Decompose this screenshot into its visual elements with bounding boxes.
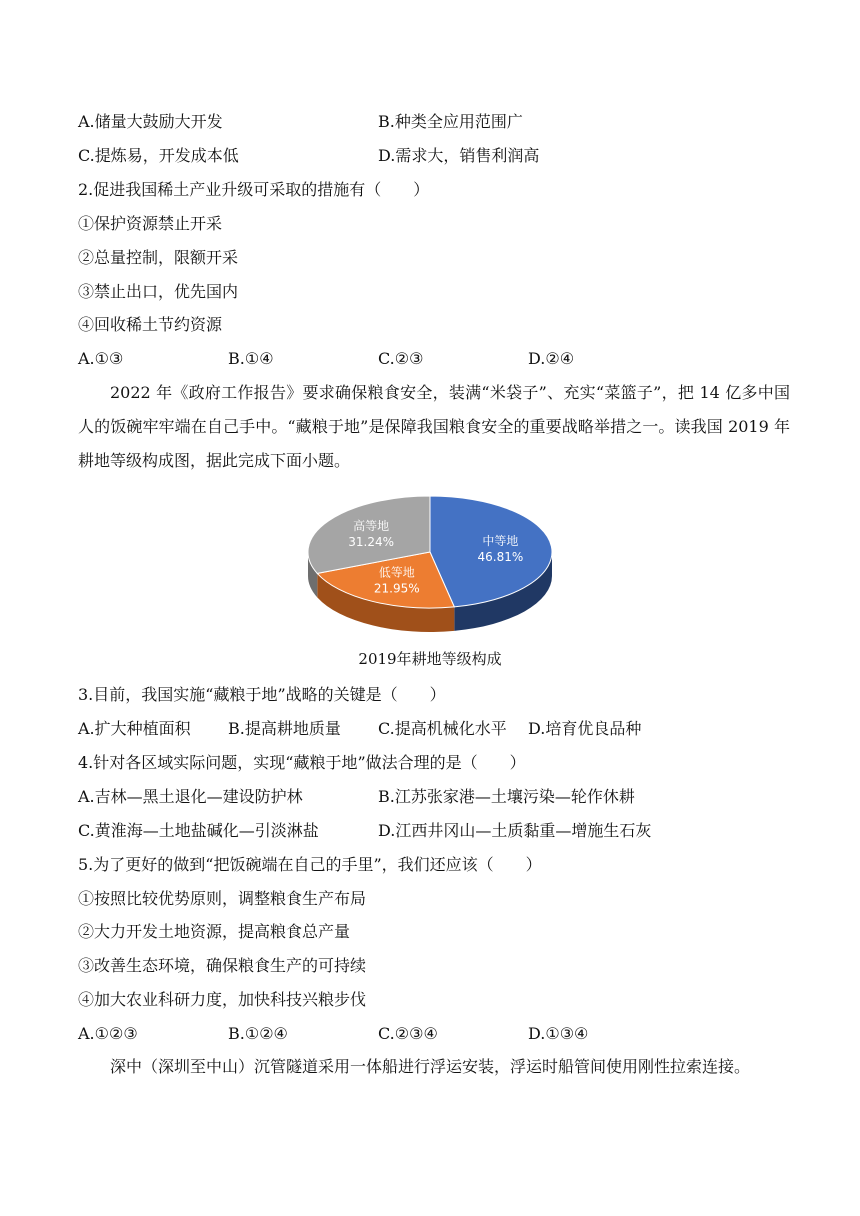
farmland-grade-pie-chart: [300, 492, 560, 642]
chart-caption: 2019年耕地等级构成: [358, 650, 502, 668]
q2-item-1: ①保护资源禁止开采: [78, 214, 223, 233]
pie-label-0: 中等地: [482, 533, 519, 548]
q5-item-2: ②大力开发土地资源，提高粮食总产量: [78, 922, 351, 941]
q1-option-c: C.提炼易，开发成本低: [78, 146, 239, 165]
pie-label-2: 高等地: [353, 518, 390, 533]
q2-item-4: ④回收稀土节约资源: [78, 315, 223, 334]
q4-option-d: D.江西井冈山—土质黏重—增施生石灰: [378, 821, 652, 840]
q4-option-c: C.黄淮海—土地盐碱化—引淡淋盐: [78, 821, 319, 840]
pie-value-label-2: 31.24%: [348, 534, 395, 549]
q5-option-c: C.②③④: [378, 1024, 438, 1043]
q2-stem: 2.促进我国稀土产业升级可采取的措施有（ ）: [78, 180, 430, 199]
passage-grain-security: 2022 年《政府工作报告》要求确保粮食安全，装满“米袋子”、充实“菜篮子”，把 14 亿多中国人的饭碗牢牢端在自己手中。“藏粮于地”是保障我国粮食安全的重要战略举措之一。读我国 2019 年耕地等级构成图，据此完成下面小题。: [78, 383, 790, 470]
pie-value-label-1: 21.95%: [373, 581, 420, 596]
q2-option-d: D.②④: [528, 349, 575, 368]
q5-item-3: ③改善生态环境，确保粮食生产的可持续: [78, 956, 367, 975]
q2-item-2: ②总量控制，限额开采: [78, 248, 239, 267]
q5-item-1: ①按照比较优势原则，调整粮食生产布局: [78, 889, 367, 908]
pie-label-1: 低等地: [378, 565, 415, 580]
q3-stem: 3.目前，我国实施“藏粮于地”战略的关键是（ ）: [78, 685, 446, 704]
pie-value-label-0: 46.81%: [477, 549, 524, 564]
q2-option-c: C.②③: [378, 349, 424, 368]
q3-option-d: D.培育优良品种: [528, 719, 642, 738]
q2-item-3: ③禁止出口，优先国内: [78, 282, 239, 301]
q2-option-a: A.①③: [78, 349, 124, 368]
q2-option-b: B.①④: [228, 349, 274, 368]
q5-item-4: ④加大农业科研力度，加快科技兴粮步伐: [78, 990, 367, 1009]
q3-option-a: A.扩大种植面积: [78, 719, 191, 738]
q1-option-b: B.种类全应用范围广: [378, 112, 523, 131]
q1-option-a: A.储量大鼓励大开发: [78, 112, 223, 131]
passage-immersed-tunnel: 深中（深圳至中山）沉管隧道采用一体船进行浮运安装，浮运时船管间使用刚性拉索连接。: [110, 1057, 751, 1076]
q5-stem: 5.为了更好的做到“把饭碗端在自己的手里”，我们还应该（ ）: [78, 855, 542, 874]
q5-option-a: A.①②③: [78, 1024, 138, 1043]
q4-stem: 4.针对各区域实际问题，实现“藏粮于地”做法合理的是（ ）: [78, 753, 526, 772]
q5-option-b: B.①②④: [228, 1024, 288, 1043]
q3-option-b: B.提高耕地质量: [228, 719, 341, 738]
q4-option-b: B.江苏张家港—土壤污染—轮作休耕: [378, 787, 635, 806]
q1-option-d: D.需求大，销售利润高: [378, 146, 540, 165]
q3-option-c: C.提高机械化水平: [378, 719, 507, 738]
q4-option-a: A.吉林—黑土退化—建设防护林: [78, 787, 303, 806]
q5-option-d: D.①③④: [528, 1024, 589, 1043]
